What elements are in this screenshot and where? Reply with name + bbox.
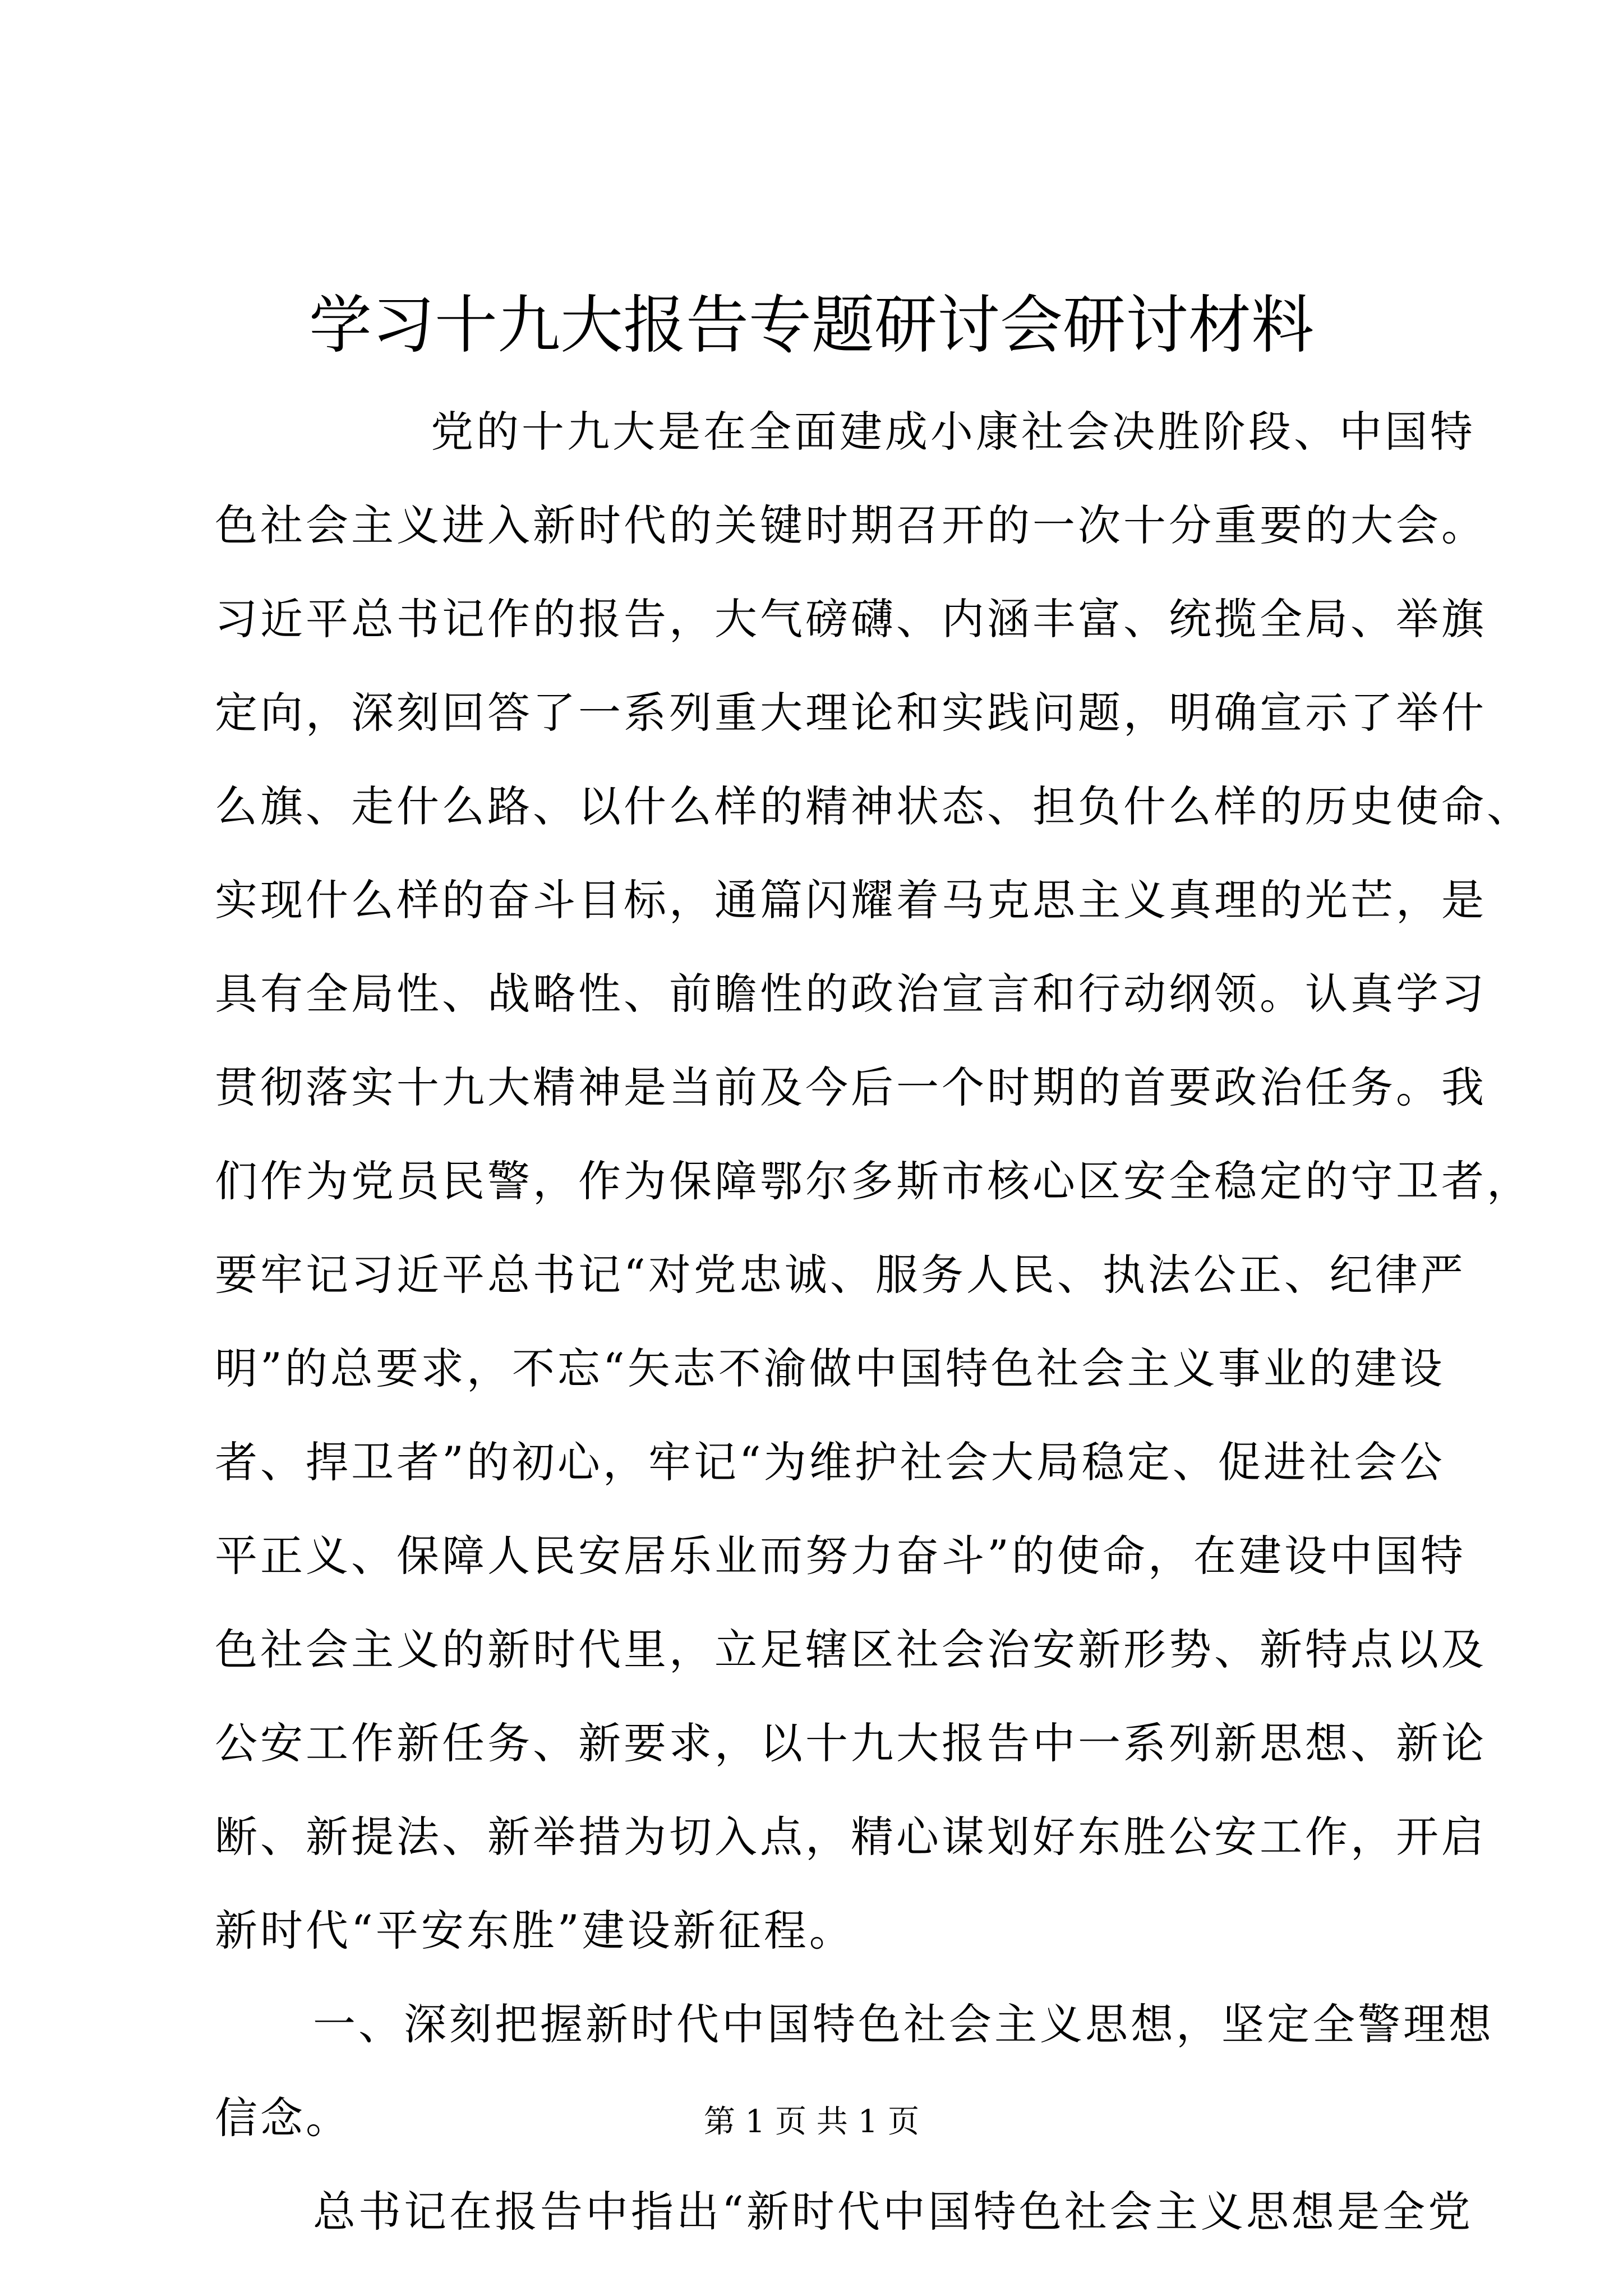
text-line: 习近平总书记作的报告，大气磅礴、内涵丰富、统揽全局、举旗 [215, 594, 1487, 644]
text-line: 断、新提法、新举措为切入点，精心谋划好东胜公安工作，开启 [215, 1812, 1487, 1862]
text-line: 公安工作新任务、新要求，以十九大报告中一系列新思想、新论 [215, 1718, 1487, 1768]
text-line: 新时代“平安东胜”建设新征程。 [215, 1906, 855, 1955]
paragraph-intro [215, 385, 1532, 1977]
document-body [215, 385, 1532, 2258]
text-line: 色社会主义进入新时代的关键时期召开的一次十分重要的大会。 [215, 500, 1487, 550]
paragraph-2 [215, 2165, 1473, 2258]
text-line: 党的十九大是在全面建成小康社会决胜阶段、中国特 [431, 407, 1476, 457]
text-line: 平正义、保障人民安居乐业而努力奋斗”的使命，在建设中国特 [215, 1531, 1466, 1581]
page-footer: 第 1 页 共 1 页 [703, 2104, 920, 2140]
text-line: 具有全局性、战略性、前瞻性的政治宣言和行动纲领。认真学习 [215, 969, 1487, 1019]
heading-line: 信念。 [215, 2093, 351, 2143]
text-line: 色社会主义的新时代里，立足辖区社会治安新形势、新特点以及 [215, 1625, 1487, 1674]
text-line: 实现什么样的奋斗目标，通篇闪耀着马克思主义真理的光芒，是 [215, 875, 1487, 925]
text-line: 贯彻落实十九大精神是当前及今后一个时期的首要政治任务。我 [215, 1062, 1487, 1112]
text-line: 要牢记习近平总书记“对党忠诚、服务人民、执法公正、纪律严 [215, 1250, 1466, 1300]
heading-line: 一、深刻把握新时代中国特色社会主义思想，坚定全警理想 [313, 1999, 1494, 2049]
text-line: 们作为党员民警，作为保障鄂尔多斯市核心区安全稳定的守卫者， [215, 1156, 1532, 1206]
text-line: 么旗、走什么路、以什么样的精神状态、担负什么样的历史使命、 [215, 781, 1532, 831]
text-line: 总书记在报告中指出“新时代中国特色社会主义思想是全党 [313, 2187, 1473, 2237]
text-line: 者、捍卫者”的初心，牢记“为维护社会大局稳定、促进社会公 [215, 1437, 1445, 1487]
text-line: 明”的总要求，不忘“矢志不渝做中国特色社会主义事业的建设 [215, 1343, 1445, 1393]
text-line: 定向，深刻回答了一系列重大理论和实践问题，明确宣示了举什 [215, 688, 1487, 738]
document-title: 学习十九大报告专题研讨会研讨材料 [309, 289, 1314, 362]
